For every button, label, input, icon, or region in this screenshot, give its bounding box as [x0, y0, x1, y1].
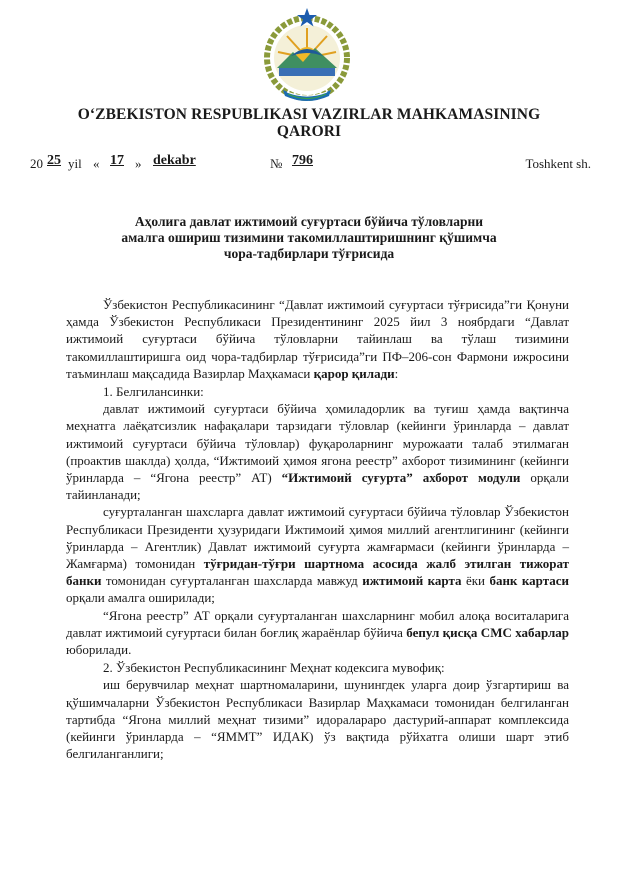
- quote-close: »: [135, 156, 142, 171]
- city-label: Toshkent sh.: [525, 156, 591, 171]
- p1-bold: “Ижтимоий суғурта” ахборот модули: [281, 470, 521, 486]
- preamble-bold: қарор қилади: [313, 365, 395, 381]
- decree-number: 796: [292, 153, 313, 168]
- document-title: [0, 214, 618, 262]
- month-value: dekabr: [153, 153, 196, 168]
- header-title-line2: QARORI: [276, 123, 342, 140]
- paragraph-2: [66, 503, 569, 606]
- p2-bold-3: банк картаси: [489, 573, 570, 589]
- p3-text-a: “Ягона реестр” АТ орқали суғурталанган шахсларнинг мобил алоқа воситаларига давлат ижтимоий суғуртаси билан боғлиқ жараёнлар бўйича: [66, 607, 569, 640]
- decree-date-number-line: [30, 152, 591, 174]
- item-2-heading: 2. Ўзбекистон Республикасининг Меҳнат кодексига мувофиқ:: [103, 660, 445, 676]
- p1-text-a: давлат ижтимоий суғуртаси бўйича ҳомиладорлик ва туғиш ҳамда вақтинча меҳнатга лаёқатсизлик нафақалари тарзидаги тўловлар (кейинги ўринларда – давлат ижтимоий суғуртаси бўйича тўловлар) фуқароларнинг мурожаати талаб этилмаган (проактив шаклда) ҳолда, “Ижтимоий ҳимоя ягона реестр” ахборот тизимининг (кейинги ўринларда – “Ягона реестр” АТ): [66, 401, 569, 486]
- preamble-text: Ўзбекистон Республикасининг “Давлат ижтимоий суғуртаси тўғрисида”ги Қонуни ҳамда Ўзбекистон Республикаси Президентининг 2025 йил 3 ноябрдаги “Давлат ижтимоий суғуртаси бўйича тўловларни тайинлаш ва тўлаш тизимини такомиллаштиришга оид чора-тадбирлар тўғрисида”ги ПФ–206-сон Фармони ижросини таъминлаш мақсадида Вазирлар Маҳкамаси: [66, 297, 569, 381]
- paragraph-1: [66, 400, 569, 503]
- p2-text-d: орқали амалга оширилади;: [66, 590, 215, 606]
- header-title-line1: O‘ZBEKISTON RESPUBLIKASI VAZIRLAR MAHKAMASINING: [77, 106, 541, 123]
- yil-label: yil: [68, 156, 82, 171]
- preamble-end: :: [394, 365, 399, 381]
- p2-bold-1: тўғридан-тўғри шартнома асосида жалб этилган тижорат банки: [66, 556, 569, 589]
- quote-open: «: [93, 156, 100, 171]
- preamble-paragraph: [66, 296, 569, 382]
- item-1-heading: 1. Белгилансинки:: [103, 384, 204, 400]
- year-prefix: 20: [30, 156, 43, 171]
- number-sign: №: [270, 156, 283, 171]
- p3-text-b: юборилади.: [66, 642, 132, 658]
- day-value: 17: [110, 153, 124, 168]
- p2-text-a: суғурталанган шахсларга давлат ижтимоий суғуртаси бўйича тўловлар Ўзбекистон Республикаси Президенти ҳузуридаги Ижтимоий ҳимоя миллий агентлигининг (кейинги ўринларда – Агентлик) Давлат ижтимоий суғурта жамғармаси (кейинги ўринларда – Жамғарма) томонидан: [66, 504, 569, 572]
- p2-bold-2: ижтимоий карта: [362, 573, 462, 589]
- p1-text-b: орқали тайинланади;: [66, 470, 569, 503]
- paragraph-4: иш берувчилар меҳнат шартномаларини, шунингдек уларга доир ўзгартириш ва қўшимчаларни Ўзбекистон Республикаси Вазирлар Маҳкамаси томонидан белгиланган тартибда “Ягона миллий меҳнат тизими” идоралараро дастурий-аппарат комплексида (кейинги ўринларда – “ЯММТ” ИДАК) ўз вақтида рўйхатга олиши шарт этиб белгиланганлиги;: [66, 677, 569, 762]
- p2-text-c: ёки: [461, 573, 490, 589]
- document-title-line2: амалга ошириш тизимини такомиллаштиришнинг қўшимча: [121, 230, 497, 245]
- document-title-line3: чора-тадбирлари тўғрисида: [223, 246, 395, 261]
- document-title-line1: Аҳолига давлат ижтимоий суғуртаси бўйича тўловларни: [134, 214, 484, 229]
- state-emblem: [261, 6, 353, 102]
- year-suffix: 25: [47, 153, 61, 168]
- document-body: [66, 296, 569, 762]
- p2-text-b: томонидан суғурталанган шахсларда мавжуд: [101, 573, 363, 589]
- p3-bold: бепул қисқа СМС хабарлар: [406, 624, 569, 640]
- paragraph-3: [66, 607, 569, 659]
